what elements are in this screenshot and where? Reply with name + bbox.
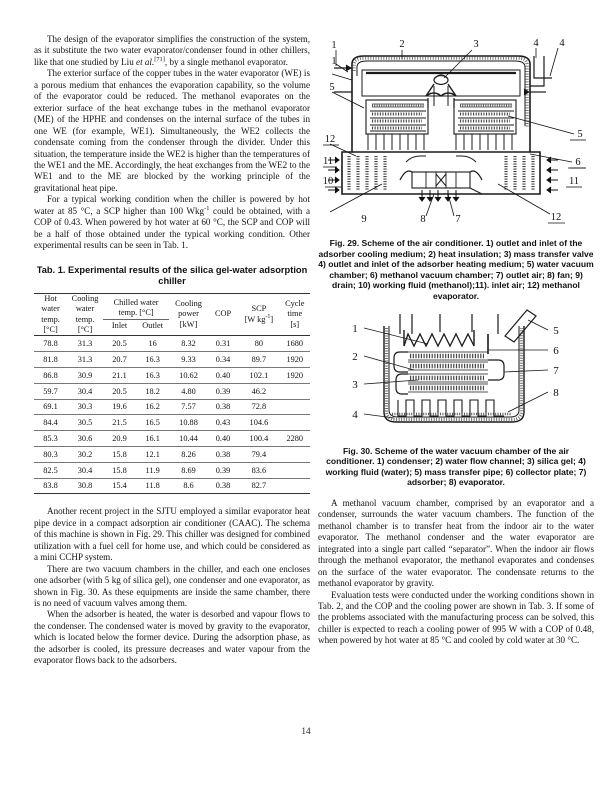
paragraph-3-tail: could be obtained, with a COP of 0.43. When powered by hot water at 60 °C, the SCP and COP will be a half of those obtained under the typical working condition. Other experimental results can be seen in Tab. 1. [34,205,310,251]
table-row [34,447,310,463]
paragraph-2: The exterior surface of the copper tubes in the water evaporator (WE) is a porous medium that enhances the evaporation capability, so the volume of the evaporator could be reduced. The methanol evaporates on the exterior surface of the heat exchange tubes in the methanol evaporator (ME) of the HPHE and condenses on the internal surface of the tubes in one WE (for example, WE1). Simultaneously, the WE2 collects the condensate coming from the condenser through the divider. Under this situation, the temperature inside the WE2 is higher than the temperatures of the WE1 and the ME. Accordingly, the heat exchanges from the WE2 to the WE1 and to the ME are blocked by the working principle of the gravitational heat pipe. [34,68,310,193]
paragraph-3 [34,194,310,251]
header-scp: SCP [W $kg^{-1}$] [238,293,279,336]
table-cell: 81.8 [34,352,67,368]
figure-29 [318,34,594,302]
table-cell: 82.5 [34,462,67,478]
header-cop: COP [214,309,232,319]
table-cell: 19.6 [103,399,136,415]
paragraph-3-superscript: -1 [204,204,210,212]
table-cell: 11.8 [145,481,160,491]
table-cell [280,447,310,463]
table-cell: 59.7 [34,383,67,399]
header-inlet: Inlet [111,320,128,330]
table-cell: 82.7 [251,481,267,491]
table-cell: 80.3 [34,447,67,463]
table-cell: 16.2 [136,399,169,415]
table-cell [280,415,310,431]
table-cell: 21.5 [103,415,136,431]
table-cell: 0.43 [208,415,238,431]
table-cell: 89.7 [238,352,279,368]
fig29-callout-10: 10 [322,176,334,187]
paragraph-5: There are two vacuum chambers in the chiller, and each one encloses one adsorber (with 5 kg of silica gel), one condenser and one evaporator, as shown in Fig. 30. As these equipments are inside the same chamber, there is no need of vacuum valves among them. [34,563,310,609]
paragraph-1-author: et al. [136,56,155,67]
table-cell: 30.6 [67,431,103,447]
table-row [34,336,310,352]
table-cell: 30.4 [67,462,103,478]
table-cell: 104.6 [238,415,279,431]
fig29-callout-12a: 12 [324,134,336,145]
table-cell: 15.8 [103,462,136,478]
header-cycle-time: Cycle time [s] [285,299,305,329]
table-cell: 8.69 [169,462,208,478]
table-cell: 1920 [280,352,310,368]
fig30-callout-8: 8 [553,386,559,399]
table-cell: 46.2 [238,383,279,399]
paragraph-3-text: For a typical working condition when the chiller is powered by hot water at 85 °C, a SCP higher than 100 Wkg [34,194,310,216]
table-cell: 78.8 [34,336,67,352]
fig29-callout-11a: 11 [322,156,334,167]
paragraph-1-reference: [71] [154,55,165,63]
table-cell: 0.39 [208,383,238,399]
table-cell: 4.80 [169,383,208,399]
header-chilled-water-temp: Chilled water temp. [°C] Inlet Outlet [103,293,169,336]
table-cell: 8.6 [183,481,194,491]
right-column [318,34,594,647]
page-number: 14 [301,726,311,736]
table-cell [280,478,310,493]
fig29-callout-7: 7 [455,214,461,225]
table-row [34,415,310,431]
table-1-header-row [34,293,310,336]
header-cooling-water-temp: Cooling water temp. [°C] [71,293,99,335]
fig29-callout-3: 3 [473,39,479,50]
fig29-callout-5b: 5 [577,129,583,140]
table-cell: 20.9 [103,431,136,447]
table-row [34,352,310,368]
table-cell: 16.3 [136,352,169,368]
table-cell: 1920 [280,368,310,384]
table-cell: 7.57 [169,399,208,415]
table-cell: 30.3 [67,399,103,415]
table-cell: 0.40 [208,431,238,447]
fig29-callout-12b: 12 [550,212,562,223]
table-cell: 0.39 [208,462,238,478]
table-cell: 0.38 [208,447,238,463]
table-cell: 85.3 [34,431,67,447]
table-cell: 18.2 [136,383,169,399]
fig29-callout-9: 9 [361,214,367,225]
fig30-callout-7: 7 [553,364,559,377]
fig30-callout-6: 6 [553,344,559,357]
fig29-callout-1a: 1 [331,40,337,51]
fig30-callout-3: 3 [352,378,358,391]
table-cell: 0.38 [208,399,238,415]
table-row [34,399,310,415]
table-cell: 100.4 [238,431,279,447]
table-cell: 30.9 [67,368,103,384]
table-cell: 8.32 [169,336,208,352]
figure-29-diagram [322,34,590,232]
table-cell: 16.3 [136,368,169,384]
table-cell: 84.4 [34,415,67,431]
table-cell: 0.38 [215,481,231,491]
table-cell [280,462,310,478]
table-cell [280,399,310,415]
paragraph-1 [34,34,310,68]
fig30-callout-1: 1 [352,322,358,335]
table-cell: 15.4 [112,481,127,491]
table-cell: 30.5 [67,415,103,431]
header-hot-water-temp: Hot water temp. [°C] [41,293,60,335]
table-cell: 0.40 [208,368,238,384]
header-cooling-power: Cooling power [kW] [175,299,202,329]
table-cell: 10.62 [169,368,208,384]
fig29-callout-6: 6 [575,157,581,168]
fig30-callout-4: 4 [352,408,358,421]
paragraph-4: Another recent project in the SJTU employed a similar evaporator heat pipe device in a compact adsorption air conditioner (CAAC). The schema of this machine is shown in Fig. 29. This chiller was designed for combined utilization with a fuel cell for home use, and which could be considered as a mini CCHP system. [34,506,310,563]
figure-29-caption: Fig. 29. Scheme of the air conditioner. 1) outlet and inlet of the adsorber cooling medium; 2) heat insulation; 3) mass transfer valve 4) outlet and inlet of the adsorber heating medium; 5) water vacuum chamber; 6) methanol vacuum chamber; 7) outlet air; 8) fan; 9) drain; 10) working fluid (methanol);11). inlet air; 12) methanol evaporator. [318,238,594,301]
table-cell [280,383,310,399]
paragraph-6: When the adsorber is heated, the water is desorbed and vapour flows to the condenser. The condensed water is moved by gravity to the evaporator, which is located below the former device. During the adsorption phase, as the adsorber is cooled, its pressure decreases and water vapour from the evaporator flows back to the adsorbers. [34,609,310,666]
table-cell: 20.5 [103,336,136,352]
table-row [34,478,310,493]
header-chilled-water-split [103,319,169,331]
table-cell: 8.26 [169,447,208,463]
table-row [34,431,310,447]
table-cell: 69.1 [34,399,67,415]
table-cell: 102.1 [238,368,279,384]
fig29-callout-8: 8 [420,214,426,225]
table-cell: 12.1 [136,447,169,463]
table-cell: 72.8 [238,399,279,415]
figure-30-caption: Fig. 30. Scheme of the water vacuum chamber of the air conditioner. 1) condenser; 2) water flow channel; 3) silica gel; 4) working fluid (water); 5) mass transfer pipe; 6) collector plate; 7) adsorber; 8) evaporator. [325,445,587,488]
header-outlet: Outlet [142,320,164,330]
fig29-callout-1b: 1 [331,56,337,67]
table-cell: 21.1 [103,368,136,384]
table-cell: 31.3 [67,336,103,352]
fig30-callout-2: 2 [352,350,358,363]
fig29-callout-5a: 5 [329,82,335,93]
table-cell: 86.8 [34,368,67,384]
table-cell: 31.3 [67,352,103,368]
table-cell: 20.5 [103,383,136,399]
paragraph-1-text: The design of the evaporator simplifies the construction of the system, as it substitute the two water evaporator/condenser found in other chillers, like that one studied by Liu [34,34,310,67]
table-cell: 80 [238,336,279,352]
table-cell: 79.4 [238,447,279,463]
table-cell: 9.33 [169,352,208,368]
fig29-callout-4a: 4 [533,38,539,49]
paragraph-8: Evaluation tests were conducted under the working conditions shown in Tab. 2, and the COP and the cooling power are shown in Tab. 3. If some of the problems associated with the manufacturing process can be solved, this chiller is expected to reach a cooling power of 995 W with a COP of 0.48, when powered by hot water at 85 °C and cooled by cold water at 30 °C. [318,589,594,646]
header-scp-unit: [W $kg^{-1}$] [244,313,274,324]
fig30-callout-5: 5 [553,324,559,337]
table-cell: 16 [136,336,169,352]
figure-30 [318,308,594,488]
table-cell: 2280 [280,431,310,447]
table-1-block [34,265,310,497]
table-cell: 10.88 [169,415,208,431]
table-1-body [34,336,310,493]
paragraph-1-tail: , by a single methanol evaporator. [164,56,288,67]
table-row [34,462,310,478]
table-1-head [34,293,310,336]
table-row [34,368,310,384]
figure-30-diagram [322,308,590,440]
table-cell: 15.8 [103,447,136,463]
table-cell: 16.5 [136,415,169,431]
table-cell: 10.44 [169,431,208,447]
paragraph-7: A methanol vacuum chamber, comprised by an evaporator and a condenser, surrounds the water vacuum chambers. The function of the methanol chamber is to transfer heat from the indoor air to the water evaporator. The methanol condenser and the water evaporator are integrated into a single part called “separator”. When the indoor air flows through the methanol evaporator, the methanol evaporates and condenses on the surface of the water evaporator. The condensate returns to the methanol evaporator by gravity. [318,497,594,589]
fig29-callout-11b: 11 [568,176,580,187]
table-cell: 83.8 [43,481,58,491]
table-cell: 30.4 [67,383,103,399]
fig29-callout-4b: 4 [559,38,565,49]
table-cell: 1680 [280,336,310,352]
table-cell: 30.8 [77,481,93,491]
table-cell: 83.6 [238,462,279,478]
table-1 [34,293,310,494]
table-cell: 16.1 [136,431,169,447]
table-cell: 20.7 [103,352,136,368]
fig29-callout-2: 2 [399,39,405,50]
left-column [34,34,310,667]
table-cell: 11.9 [136,462,169,478]
table-cell: 0.31 [208,336,238,352]
table-cell: 0.34 [208,352,238,368]
table-cell: 30.2 [67,447,103,463]
table-1-title: Tab. 1. Experimental results of the silica gel-water adsorption chiller [36,264,308,287]
table-row [34,383,310,399]
